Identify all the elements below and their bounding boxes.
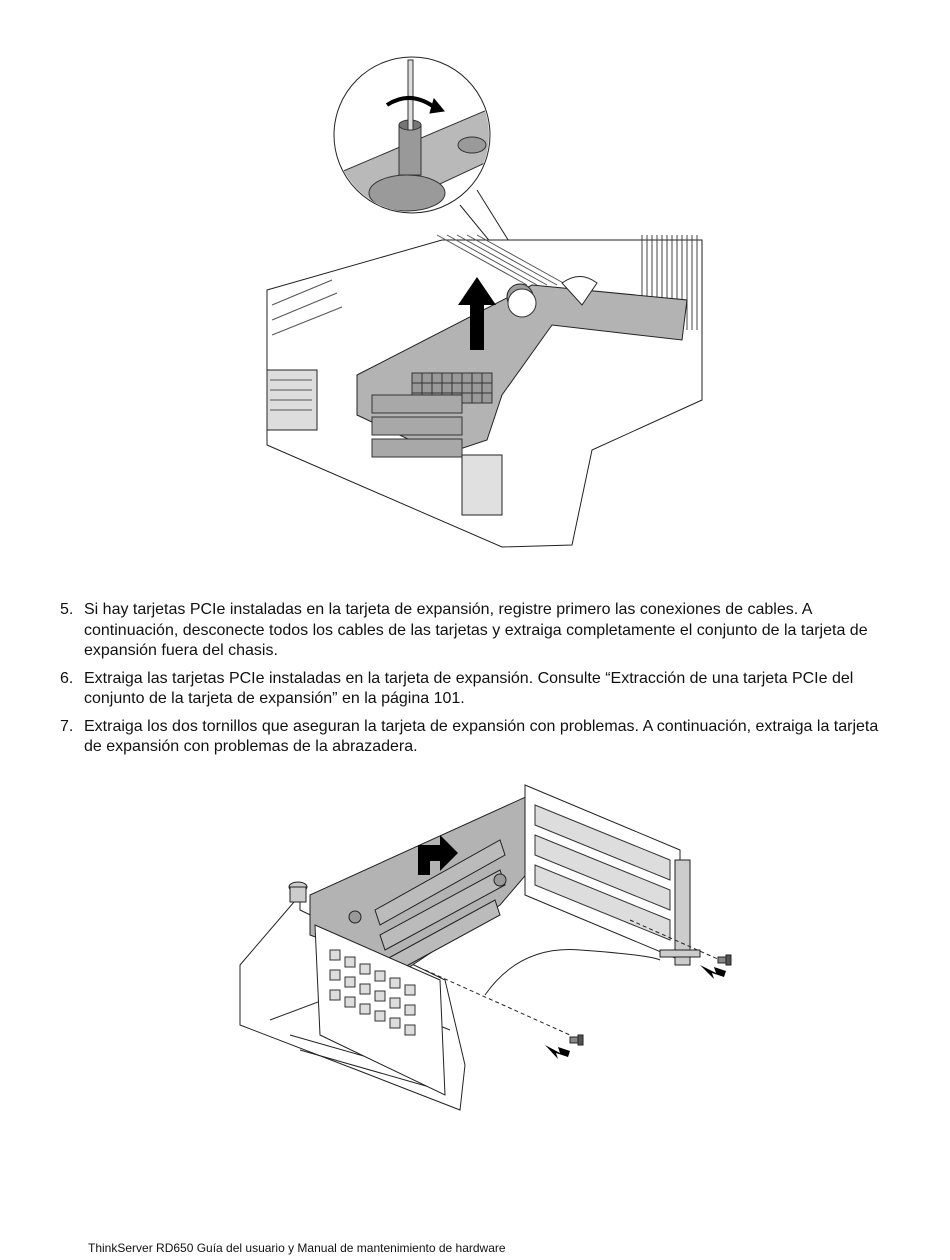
riser-card-removal-illustration — [230, 775, 750, 1125]
step-item — [60, 717, 890, 758]
riser-assembly-removal-illustration — [262, 55, 707, 550]
procedure-steps — [60, 600, 890, 765]
screw-icon — [570, 1035, 583, 1045]
screw-removal-arrow-icon — [545, 1045, 570, 1059]
step-number: 6. — [60, 669, 74, 687]
screw-icon — [718, 955, 731, 965]
step-text: Extraiga las tarjetas PCIe instaladas en la tarjeta de expansión. Consulte “Extracción de una tarjeta PCIe del conjunto de la tarjeta de expansión” en la página 101. — [84, 669, 854, 707]
step-item — [60, 669, 890, 710]
screw-removal-arrow-icon — [700, 965, 726, 979]
step-text: Si hay tarjetas PCIe instaladas en la tarjeta de expansión, registre primero las conexiones de cables. A continuación, desconecte todos los cables de las tarjetas y extraiga completamente el conjunto de la tarjeta de expansión fuera del chasis. — [84, 601, 868, 659]
step-number: 5. — [60, 601, 74, 618]
step-item — [60, 600, 890, 662]
page-footer: ThinkServer RD650 Guía del usuario y Manual de mantenimiento de hardware — [88, 1241, 506, 1255]
step-number: 7. — [60, 717, 74, 735]
step-text: Extraiga los dos tornillos que aseguran la tarjeta de expansión con problemas. A continuación, extraiga la tarjeta de expansión con problemas de la abrazadera. — [84, 717, 879, 755]
